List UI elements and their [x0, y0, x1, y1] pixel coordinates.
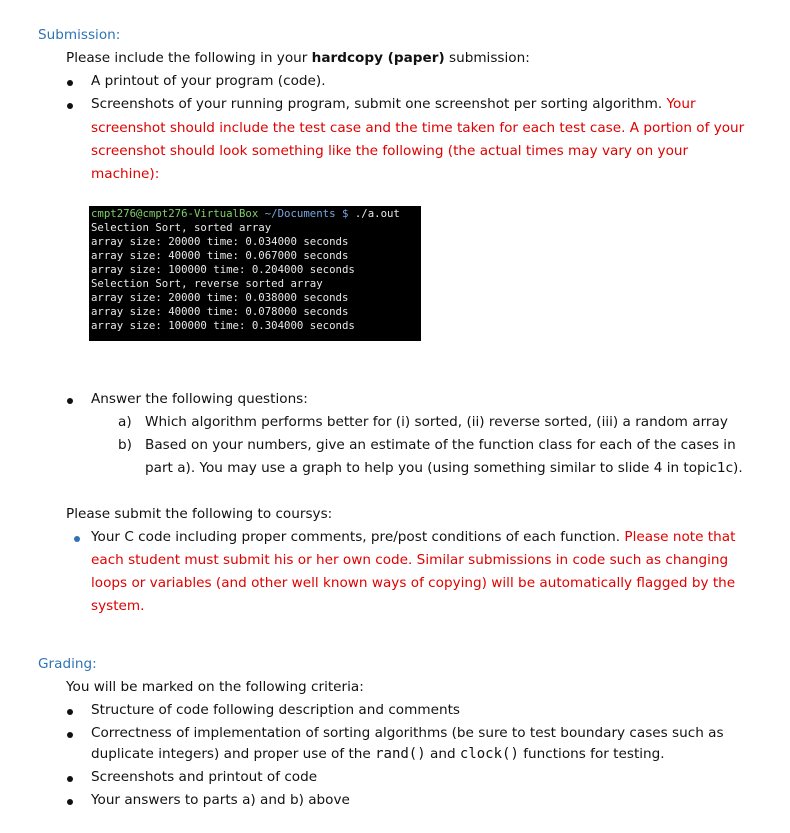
coursys-note-line3: loops or variables (and other well known ways of copying) will be automatically flagged by the: [91, 575, 736, 591]
grading-criterion-structure: Structure of code following description and comments: [91, 702, 460, 718]
correctness-text-end: functions for testing.: [518, 746, 665, 762]
screenshots-note-line2: screenshot should include the test case and the time taken for each test case. A portion of your: [91, 120, 745, 136]
terminal-line: array size: 20000 time: 0.038000 seconds: [91, 291, 349, 304]
code-clock: clock(): [459, 746, 519, 762]
bullet-dot: [67, 776, 73, 782]
prompt-user: cmpt276@cmpt276-VirtualBox: [91, 207, 259, 220]
bullet-dot: [67, 103, 73, 109]
terminal-line: Selection Sort, reverse sorted array: [91, 277, 323, 290]
question-a-marker: a): [118, 414, 132, 430]
question-b-line1: Based on your numbers, give an estimate of the function class for each of the cases in: [145, 437, 736, 453]
bullet-dot: [67, 732, 73, 738]
coursys-item: [91, 529, 735, 545]
terminal-line: array size: 100000 time: 0.204000 seconds: [91, 263, 355, 276]
bullet-dot: [67, 398, 73, 404]
question-b-marker: b): [118, 437, 132, 453]
screenshots-note-line4: machine):: [91, 166, 160, 182]
coursys-note-line2: each student must submit his or her own code. Similar submissions in code such as changing: [91, 552, 729, 568]
bullet-dot: [67, 799, 73, 805]
grading-criterion-answers: Your answers to parts a) and b) above: [91, 792, 350, 808]
bullet-dot: [67, 709, 73, 715]
terminal-prompt: [91, 207, 400, 221]
submission-heading: Submission:: [38, 27, 121, 43]
screenshots-note: Your: [662, 96, 696, 112]
bullet-dot: [74, 536, 80, 542]
prompt-command: ./a.out: [348, 207, 400, 220]
terminal-line: array size: 20000 time: 0.034000 seconds: [91, 235, 349, 248]
grading-criterion-correctness: Correctness of implementation of sorting algorithms (be sure to test boundary cases such as: [91, 725, 724, 741]
coursys-note-line4: system.: [91, 598, 145, 614]
coursys-note: Please note that: [620, 529, 736, 545]
terminal-line: array size: 40000 time: 0.067000 seconds: [91, 249, 349, 262]
terminal-screenshot: [89, 206, 421, 341]
screenshots-text: Screenshots of your running program, submit one screenshot per sorting algorithm.: [91, 96, 663, 112]
grading-criterion-correctness-line2: [91, 746, 665, 762]
prompt-path: ~/Documents $: [258, 207, 349, 220]
terminal-line: array size: 100000 time: 0.304000 seconds: [91, 319, 355, 332]
terminal-line: array size: 40000 time: 0.078000 seconds: [91, 305, 349, 318]
correctness-text: duplicate integers) and proper use of the: [91, 746, 376, 762]
code-rand: rand(): [375, 746, 426, 762]
submission-bullet-printout: A printout of your program (code).: [91, 73, 326, 89]
screenshots-note-line3: screenshot should look something like the following (the actual times may vary on your: [91, 143, 689, 159]
submission-bullet-screenshots: [91, 96, 696, 112]
grading-criterion-screenshots: Screenshots and printout of code: [91, 769, 318, 785]
grading-heading: Grading:: [38, 656, 97, 672]
submission-intro: [66, 50, 530, 66]
question-a: Which algorithm performs better for (i) sorted, (ii) reverse sorted, (iii) a random array: [145, 414, 728, 430]
questions-intro: Answer the following questions:: [91, 391, 308, 407]
coursys-text: Your C code including proper comments, pre/post conditions of each function.: [91, 529, 621, 545]
intro-text-end: submission:: [444, 50, 530, 66]
bullet-dot: [67, 80, 73, 86]
correctness-text-mid: and: [425, 746, 460, 762]
intro-text: Please include the following in your: [66, 50, 312, 66]
coursys-intro: Please submit the following to coursys:: [66, 506, 333, 522]
intro-bold: hardcopy (paper): [311, 50, 445, 66]
terminal-line: Selection Sort, sorted array: [91, 221, 272, 234]
grading-intro: You will be marked on the following criteria:: [66, 679, 364, 695]
question-b-line2: part a). You may use a graph to help you (using something similar to slide 4 in topic1c).: [145, 460, 743, 476]
